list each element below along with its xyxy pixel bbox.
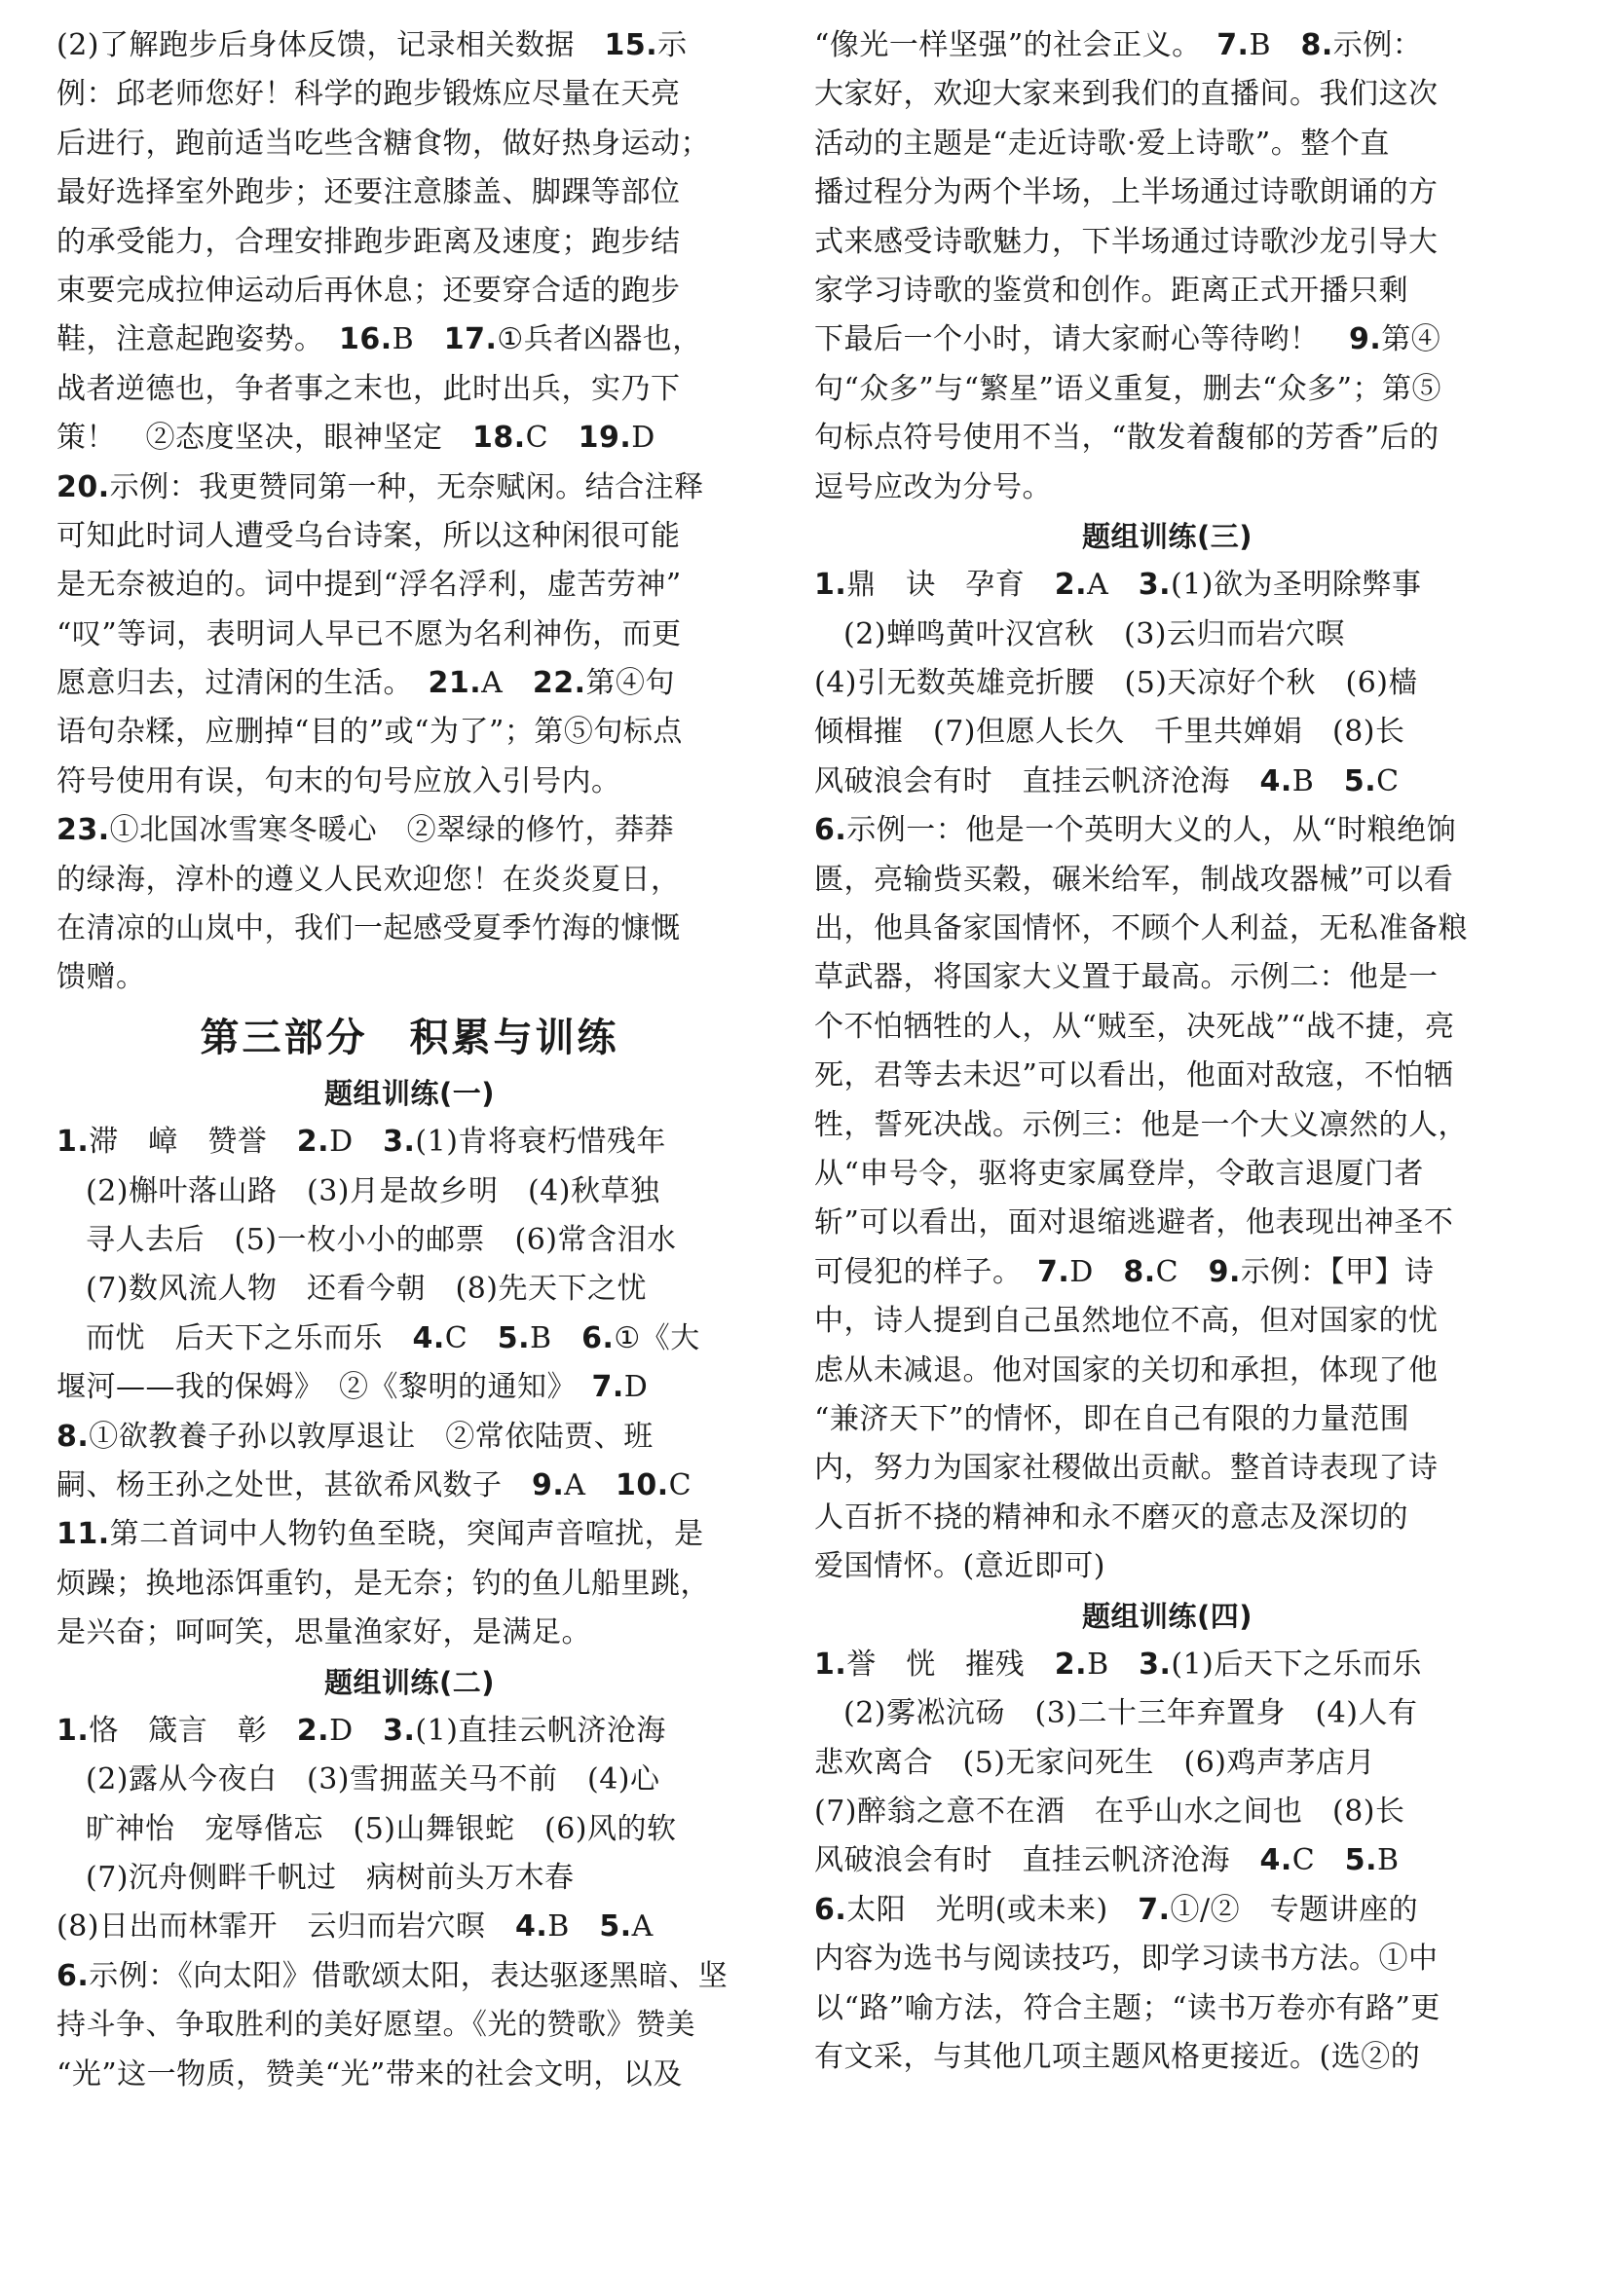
question-number: 6. [56,1958,90,1993]
answer-text: 烦躁；换地添饵重钓，是无奈；钓的鱼儿船里跳， [56,1566,710,1601]
text-line [814,561,1520,610]
left-column [56,21,763,2099]
answer-text: 誉 恍 摧残 [846,1647,1055,1682]
question-number: 11. [56,1517,110,1552]
text-line [814,708,1520,757]
text-line [56,2001,763,2050]
answer-text: “像光一样坚强”的社会正义。 [814,28,1217,62]
answer-text: 下最后一个小时，请大家耐心等待哟！ [814,322,1349,357]
text-line [814,1444,1520,1493]
text-line [814,218,1520,267]
text-line [56,659,763,708]
text-line [56,1462,763,1510]
answer-text: (7)醉翁之意不在酒 在乎山水之间也 (8)长 [814,1795,1405,1830]
answer-text: B [1291,763,1344,798]
answer-text: (1)肯将衰朽惜残年 [415,1125,666,1160]
answer-text: 示例：【甲】诗 [1240,1254,1435,1289]
text-line [814,315,1520,364]
answer-text: C [1376,763,1400,798]
answer-text: 牲，誓死决战。示例三：他是一个大义凛然的人， [814,1107,1468,1142]
answer-text: 风破浪会有时 直挂云帆济沧海 [814,1843,1260,1878]
answer-text: (1)欲为圣明除弊事 [1171,568,1422,603]
text-line [56,1609,763,1657]
answer-text: D [1069,1254,1124,1289]
text-line [814,2033,1520,2082]
text-line [56,414,763,463]
left-text-block [56,21,763,1003]
question-number: 1. [56,1713,90,1748]
question-number: 20. [56,469,110,504]
text-line [56,1560,763,1609]
group4-heading: 题组训练(四) [1081,1599,1253,1633]
text-line [56,1903,763,1951]
answer-text: 束要完成拉伸运动后再休息；还要穿合适的跑步 [56,273,681,308]
question-number: 3. [383,1713,416,1748]
text-line [814,856,1520,905]
answer-text: ①北国冰雪寒冬暖心 ②翠绿的修竹，莽莽 [109,813,675,848]
question-number: 7. [1216,28,1250,62]
text-line [814,806,1520,855]
question-number: 3. [1139,1647,1172,1682]
answer-text: 是无奈被迫的。词中提到“浮名浮利，虚苦劳神” [56,568,682,603]
text-line [814,1052,1520,1100]
question-number: 6. [814,1892,847,1927]
answer-text: 有文采，与其他几项主题风格更接近。(选②的 [814,2040,1421,2075]
question-number: 10. [615,1467,669,1502]
text-line [56,758,763,806]
question-number: 18. [472,421,526,456]
answer-text: D [631,421,655,456]
text-line [56,2051,763,2099]
text-line [814,1542,1520,1591]
answer-text: 出，他具备家国情怀，不顾个人利益，无私准备粮 [814,911,1468,946]
answer-text: 句标点符号使用不当，“散发着馥郁的芳香”后的 [814,421,1440,456]
answer-text: (7)数风流人物 还看今朝 (8)先天下之忧 [86,1272,647,1307]
answer-text: 播过程分为两个半场，上半场通过诗歌朗诵的方 [814,175,1439,210]
answer-text: “光”这一物质，赞美“光”带来的社会文明，以及 [56,2056,683,2092]
text-line [56,315,763,364]
answer-text: A [481,666,533,701]
answer-text: 逗号应改为分号。 [814,469,1052,504]
text-line [56,708,763,757]
answer-text: 爱国情怀。(意近即可) [814,1549,1105,1584]
right-text-block [814,21,1520,512]
text-line [56,1952,763,2001]
text-line [814,1886,1520,1935]
answer-text: 后进行，跑前适当吃些含糖食物，做好热身运动； [56,126,710,161]
answer-text: 风破浪会有时 直挂云帆济沧海 [814,763,1260,798]
text-line [814,168,1520,217]
text-line [814,1739,1520,1788]
text-line [814,611,1520,659]
group4-text-block [814,1641,1520,2083]
text-line [814,1248,1520,1297]
text-line [814,1297,1520,1346]
question-number: 8. [56,1419,90,1454]
answer-text: 太阳 光明(或未来) [846,1892,1139,1927]
text-line [56,218,763,267]
answer-text: 愿意归去，过清闲的生活。 [56,666,429,701]
text-line [56,1363,763,1412]
group1-text-block [56,1118,763,1657]
text-line [814,1395,1520,1444]
question-number: 8. [1123,1254,1156,1289]
answer-text: (8)日出而林霏开 云归而岩穴暝 [56,1909,515,1944]
answer-text: B [392,322,444,357]
text-line [814,120,1520,168]
question-number: 2. [296,1125,330,1160]
text-line [56,1167,763,1216]
question-number: 5. [497,1320,531,1355]
answer-text: ①欲教養子孙以敦厚退让 ②常依陆贾、班 [89,1419,654,1454]
question-number: 8. [1300,28,1333,62]
question-number: 2. [296,1713,330,1748]
text-line [56,1707,763,1756]
text-line [56,1118,763,1167]
text-line [814,1494,1520,1542]
answer-text: 匮，亮输赀买穀，碾米给军，制战攻器械”可以看 [814,862,1454,897]
question-number: 5. [599,1909,632,1944]
answer-text: 式来感受诗歌魅力，下半场通过诗歌沙龙引导大 [814,224,1439,259]
answer-text: 死，君等去未迟”可以看出，他面对敌寇，不怕牺 [814,1058,1454,1093]
text-line [814,659,1520,708]
answer-text: 最好选择室外跑步；还要注意膝盖、脚踝等部位 [56,175,681,210]
text-line [56,1756,763,1804]
answer-text: 例：邱老师您好！科学的跑步锻炼应尽量在天亮 [56,77,681,112]
answer-text: D [329,1125,384,1160]
text-line [814,953,1520,1002]
answer-text: 示 [657,28,688,62]
answer-text: 句“众多”与“繁星”语义重复，删去“众多”；第⑤ [814,371,1442,406]
text-line [814,1641,1520,1689]
text-line [814,70,1520,119]
answer-text: A [564,1467,616,1502]
text-line [814,21,1520,70]
answer-text: C [1155,1254,1209,1289]
answer-text: 可知此时词人遭受乌台诗案，所以这种闲很可能 [56,518,681,553]
answer-text: 符号使用有误，句末的句号应放入引号内。 [56,763,621,798]
text-line [814,1689,1520,1738]
answer-text: 悲欢离合 (5)无家问死生 (6)鸡声茅店月 [814,1745,1375,1780]
text-line [814,463,1520,512]
question-number: 2. [1054,1647,1088,1682]
answer-text: (2)雾凇沆砀 (3)二十三年弃置身 (4)人有 [843,1696,1418,1731]
answer-text: 中，诗人提到自己虽然地位不高，但对国家的忧 [814,1304,1439,1339]
text-line [56,1315,763,1363]
answer-text: 斩”可以看出，面对退缩逃避者，他表现出神圣不 [814,1205,1454,1241]
question-number: 19. [578,421,632,456]
answer-text: C [668,1467,692,1502]
answer-text: D [329,1713,384,1748]
answer-text: ①兵者凶器也， [497,322,702,357]
question-number: 9. [1349,322,1382,357]
text-line [56,463,763,512]
text-line [56,611,763,659]
answer-text: 鼎 诀 孕育 [846,568,1055,603]
answer-text: B [547,1909,600,1944]
text-line [814,1836,1520,1885]
answer-text: 旷神怡 宠辱偕忘 (5)山舞银蛇 (6)风的软 [86,1811,677,1846]
answer-text: 活动的主题是“走近诗歌·爱上诗歌”。整个直 [814,126,1390,161]
answer-text: 可侵犯的样子。 [814,1254,1037,1289]
answer-text: 从“申号令，驱将吏家属登岸，令敢言退厦门者 [814,1156,1424,1191]
text-line [814,1347,1520,1395]
text-line [56,953,763,1002]
answer-text: (1)直挂云帆济沧海 [415,1713,666,1748]
answer-text: 是兴奋；呵呵笑，思量渔家好，是满足。 [56,1615,591,1650]
answer-text: 第二首词中人物钓鱼至晓，突闻声音喧扰，是 [109,1517,704,1552]
text-line [56,21,763,70]
text-line [814,414,1520,463]
answer-text: A [631,1909,654,1944]
answer-text: B [1377,1843,1400,1878]
answer-text: (1)后天下之乐而乐 [1171,1647,1422,1682]
answer-text: 鞋，注意起跑姿势。 [56,322,339,357]
question-number: 5. [1343,763,1377,798]
group2-heading: 题组训练(二) [323,1665,495,1699]
question-number: 17. [443,322,498,357]
answer-text: 而忧 后天下之乐而乐 [86,1320,413,1355]
answer-text: 以“路”喻方法，符合主题；“读书万卷亦有路”更 [814,1990,1440,2025]
right-column [814,21,1520,2082]
answer-text: (2)蝉鸣黄叶汉宫秋 (3)云归而岩穴暝 [843,616,1345,651]
answer-text: “兼济天下”的情怀，即在自己有限的力量范围 [814,1401,1410,1436]
answer-text: 持斗争、争取胜利的美好愿望。《光的赞歌》赞美 [56,2008,695,2043]
text-line [814,1788,1520,1836]
answer-text: 嗣、杨王孙之处世，甚欲希风数子 [56,1467,532,1502]
part-three-title: 第三部分 积累与训练 [200,1014,619,1060]
answer-text: (4)引无数英雄竞折腰 (5)天凉好个秋 (6)樯 [814,666,1418,701]
text-line [814,758,1520,806]
question-number: 7. [1138,1892,1171,1927]
group3-text-block [814,561,1520,1591]
text-line [56,120,763,168]
question-number: 9. [1208,1254,1241,1289]
answer-text: 滞 嶂 赞誉 [89,1125,297,1160]
text-line [814,1935,1520,1983]
question-number: 3. [1138,568,1172,603]
question-number: 7. [1037,1254,1070,1289]
answer-text: 恪 箴言 彰 [89,1713,297,1748]
group1-heading: 题组训练(一) [323,1076,495,1110]
answer-text: 人百折不挠的精神和永不磨灭的意志及深切的 [814,1500,1408,1535]
answer-text: B [530,1320,582,1355]
question-number: 6. [581,1320,615,1355]
answer-text: 示例：《向太阳》借歌颂太阳，表达驱逐黑暗、坚 [89,1958,729,1993]
answer-text: B [1087,1647,1140,1682]
answer-text: C [525,421,579,456]
answer-text: 馈赠。 [56,960,146,995]
answer-text: “叹”等词，表明词人早已不愿为名利神伤，而更 [56,616,682,651]
text-line [814,905,1520,953]
text-line [56,512,763,561]
answer-text: 第④句 [585,666,675,701]
group3-heading: 题组训练(三) [1081,519,1253,553]
answer-text: (2)槲叶落山路 (3)月是故乡明 (4)秋草独 [86,1173,660,1208]
answer-text: 个不怕牺牲的人，从“贼至，决死战”“战不捷，亮 [814,1009,1455,1044]
question-number: 1. [814,568,847,603]
answer-text: A [1087,568,1139,603]
text-line [56,1854,763,1903]
answer-text: 在清凉的山岚中，我们一起感受夏季竹海的慷慨 [56,911,681,946]
answer-text: 寻人去后 (5)一枚小小的邮票 (6)常含泪水 [86,1222,677,1257]
answer-text: 倾楫摧 (7)但愿人长久 千里共婵娟 (8)长 [814,715,1405,750]
text-line [56,1265,763,1314]
answer-text: 策！ ②态度坚决，眼神坚定 [56,421,472,456]
answer-text: 家学习诗歌的鉴赏和创作。距离正式开播只剩 [814,273,1408,308]
question-number: 23. [56,813,110,848]
answer-text: (2)了解跑步后身体反馈，记录相关数据 [56,28,605,62]
text-line [56,1216,763,1265]
answer-text: 内，努力为国家社稷做出贡献。整首诗表现了诗 [814,1451,1439,1486]
text-line [56,856,763,905]
answer-text: 第④ [1381,322,1441,357]
question-number: 15. [604,28,658,62]
answer-text: 的绿海，淳朴的遵义人民欢迎您！在炎炎夏日， [56,862,681,897]
text-line [814,1101,1520,1150]
text-line [56,1805,763,1854]
question-number: 3. [383,1125,416,1160]
answer-text: C [444,1320,498,1355]
question-number: 1. [814,1647,847,1682]
text-line [56,70,763,119]
answer-text: ①《大 [614,1320,700,1355]
text-line [814,365,1520,414]
question-number: 4. [412,1320,445,1355]
text-line [56,905,763,953]
text-line [56,1413,763,1462]
answer-text: 虑从未减退。他对国家的关切和承担，体现了他 [814,1352,1439,1388]
answer-text: 内容为选书与阅读技巧，即学习读书方法。①中 [814,1942,1439,1977]
question-number: 1. [56,1125,90,1160]
answer-text: C [1291,1843,1345,1878]
answer-text: 草武器，将国家大义置于最高。示例二：他是一 [814,960,1439,995]
question-number: 7. [591,1370,624,1405]
question-number: 21. [428,666,482,701]
answer-text: 示例一：他是一个英明大义的人，从“时粮绝饷 [846,813,1457,848]
text-line [814,1984,1520,2033]
question-number: 6. [814,813,847,848]
question-number: 4. [1259,1843,1292,1878]
text-line [56,561,763,610]
text-line [56,365,763,414]
group2-text-block [56,1707,763,2099]
text-line [56,1510,763,1559]
text-line [814,1150,1520,1199]
answer-text: (2)露从今夜白 (3)雪拥蓝关马不前 (4)心 [86,1762,660,1797]
text-line [814,1003,1520,1052]
answer-text: ①/② 专题讲座的 [1170,1892,1419,1927]
question-number: 2. [1054,568,1088,603]
question-number: 22. [532,666,586,701]
question-number: 4. [515,1909,548,1944]
question-number: 9. [532,1467,565,1502]
text-line [814,267,1520,315]
text-line [814,1199,1520,1247]
answer-text: 语句杂糅，应删掉“目的”或“为了”；第⑤句标点 [56,715,683,750]
answer-text: 战者逆德也，争者事之末也，此时出兵，实乃下 [56,371,681,406]
answer-text: 大家好，欢迎大家来到我们的直播间。我们这次 [814,77,1439,112]
answer-text: D [623,1370,649,1405]
question-number: 5. [1344,1843,1378,1878]
text-line [56,168,763,217]
answer-text: (7)沉舟侧畔千帆过 病树前头万木春 [86,1861,575,1896]
answer-text: 示例： [1332,28,1423,62]
answer-text: 示例：我更赞同第一种，无奈赋闲。结合注释 [109,469,704,504]
answer-text: B [1249,28,1301,62]
text-line [56,806,763,855]
question-number: 4. [1259,763,1292,798]
answer-text: 的承受能力，合理安排跑步距离及速度；跑步结 [56,224,681,259]
text-line [56,267,763,315]
answer-text: 堰河——我的保姆》 ②《黎明的通知》 [56,1370,592,1405]
question-number: 16. [339,322,393,357]
